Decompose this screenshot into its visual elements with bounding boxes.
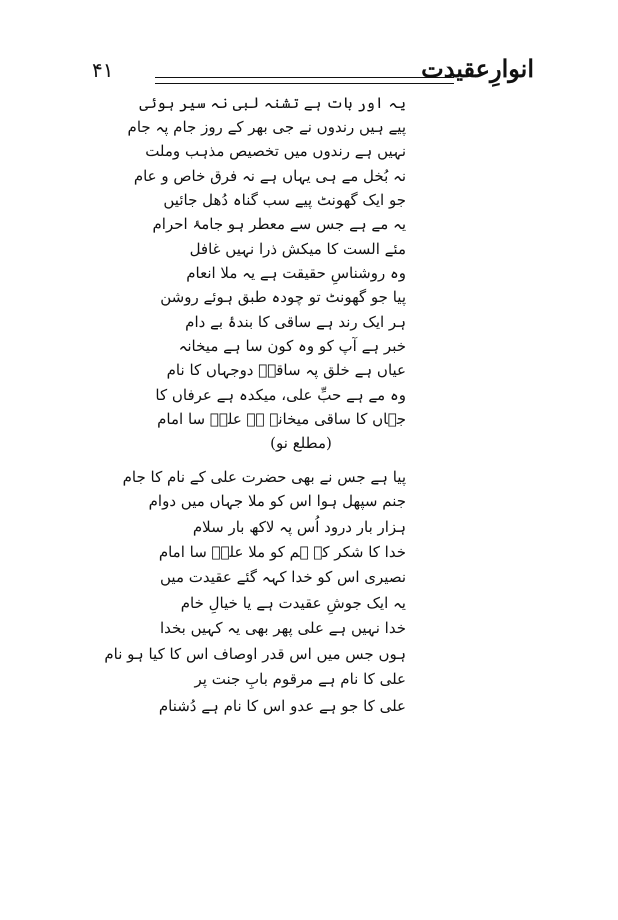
verse-line: یہ مے ہے جس سے معطر ہو جامۂ احرام [152, 215, 406, 233]
verse-line: پیا جو گھونٹ تو چودہ طبق ہوئے روشن [160, 288, 406, 306]
section-heading: (مطلع نو) [270, 434, 332, 452]
verse-line: جو ایک گھونٹ پیے سب گناہ دُھل جائیں [163, 191, 406, 209]
verse-line: خبر ہے آپ کو وہ کون سا ہے میخانہ [178, 337, 406, 355]
header-rule-top [155, 77, 454, 78]
verse-line: علی کا جو ہے عدو اس کا نام ہے دُشنام [158, 697, 406, 715]
verse-line: عیاں ہے خلق پہ ساقیؑ دوجہاں کا نام [166, 361, 406, 379]
verse-line: یہ اور بات ہے تشنہ لبی نہ سیر ہوئی [139, 94, 406, 112]
verse-line: جہاں کا ساقی میخانہ ہے علیؑ سا امام [157, 410, 406, 428]
page-number: ۴۱ [92, 58, 114, 82]
header-rule-bottom [155, 83, 454, 84]
verse-line: خدا کا شکر کہ ہم کو ملا علیؑ سا امام [158, 543, 406, 561]
verse-line: یہ ایک جوشِ عقیدت ہے یا خیالِ خام [180, 594, 406, 612]
verse-line: ہزار بار درود اُس پہ لاکھ بار سلام [192, 518, 406, 536]
verse-line: جنم سپھل ہوا اس کو ملا جہاں میں دوام [148, 492, 406, 510]
poem-verses [0, 90, 618, 850]
verse-line: نہیں ہے رندوں میں تخصیص مذہب وملت [145, 142, 406, 160]
verse-line: پیا ہے جس نے بھی حضرت علی کے نام کا جام [122, 468, 406, 486]
verse-line: وہ روشناسِ حقیقت ہے یہ ملا انعام [186, 264, 406, 282]
verse-line: پیے ہیں رندوں نے جی بھر کے روز جام پہ جام [127, 118, 406, 136]
verse-line: خدا نہیں ہے علی پھر بھی یہ کہیں بخدا [159, 619, 406, 637]
verse-line: علی کا نام ہے مرقوم بابِ جنت پر [194, 670, 406, 688]
verse-line: نہ بُخل مے ہی یہاں ہے نہ فرق خاص و عام [133, 167, 406, 185]
verse-line: ہوں جس میں اس قدر اوصاف اس کا کیا ہو نام [104, 645, 406, 663]
running-title: انوارِعقیدت [421, 54, 534, 83]
verse-line: ہر ایک رند ہے ساقی کا بندۂ بے دام [185, 313, 406, 331]
verse-line: مئے الست کا میکش ذرا نہیں غافل [189, 240, 406, 258]
verse-line: وہ مے ہے حبِّ علی، میکدہ ہے عرفاں کا [155, 386, 406, 404]
verse-line: نصیری اس کو خدا کہہ گئے عقیدت میں [160, 568, 406, 586]
